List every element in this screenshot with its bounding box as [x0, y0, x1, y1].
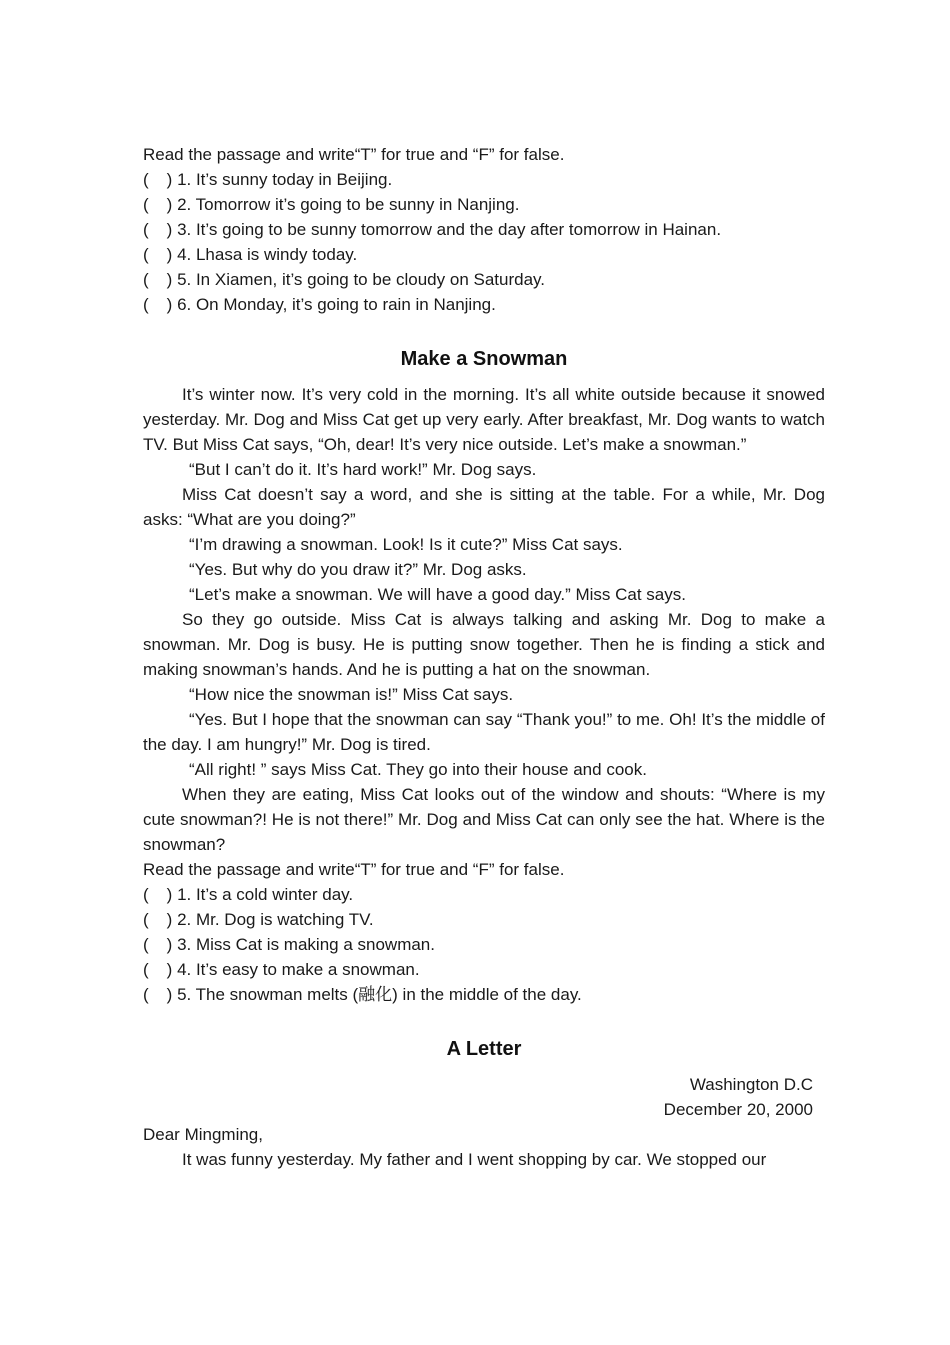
tf-list-2: [143, 882, 825, 1007]
tf-instruction: Read the passage and write“T” for true and “F” for false.: [143, 145, 565, 164]
tf-item: ( ) 6. On Monday, it’s going to rain in Nanjing.: [143, 295, 496, 314]
passage-paragraph: “But I can’t do it. It’s hard work!” Mr. Dog says.: [189, 460, 537, 479]
section-title-letter: A Letter: [446, 1038, 522, 1060]
tf-list-1: [143, 167, 825, 317]
passage-paragraph: When they are eating, Miss Cat looks out of the window and shouts: “Where is my cute snowman?! He is not there!” Mr. Dog and Miss Cat can only see the hat. Where is the snowman?: [143, 785, 825, 854]
passage-paragraph: “How nice the snowman is!” Miss Cat says.: [189, 685, 514, 704]
tf-item: ( ) 5. In Xiamen, it’s going to be cloudy on Saturday.: [143, 270, 545, 289]
tf-item: ( ) 2. Tomorrow it’s going to be sunny in Nanjing.: [143, 195, 520, 214]
snowman-passage: [143, 382, 825, 857]
tf-item: ( ) 3. Miss Cat is making a snowman.: [143, 935, 435, 954]
worksheet-content: [143, 142, 825, 1172]
passage-paragraph: “Let’s make a snowman. We will have a good day.” Miss Cat says.: [189, 585, 686, 604]
tf-item: ( ) 3. It’s going to be sunny tomorrow and the day after tomorrow in Hainan.: [143, 220, 722, 239]
passage-paragraph: So they go outside. Miss Cat is always talking and asking Mr. Dog to make a snowman. Mr. Dog is busy. He is putting snow together. Then he is finding a stick and making snowman’s hands. And he is putting a hat on the snowman.: [143, 610, 825, 679]
tf-item: ( ) 1. It’s a cold winter day.: [143, 885, 354, 904]
tf-item: ( ) 2. Mr. Dog is watching TV.: [143, 910, 374, 929]
passage-paragraph: It’s winter now. It’s very cold in the morning. It’s all white outside because it snowed yesterday. Mr. Dog and Miss Cat get up very early. After breakfast, Mr. Dog wants to watch TV. But Miss Cat says, “Oh, dear! It’s very nice outside. Let’s make a snowman.”: [143, 385, 825, 454]
passage-paragraph: “Yes. But I hope that the snowman can say “Thank you!” to me. Oh! It’s the middle of the day. I am hungry!” Mr. Dog is tired.: [143, 710, 825, 754]
passage-paragraph: “Yes. But why do you draw it?” Mr. Dog asks.: [189, 560, 527, 579]
tf-item: ( ) 1. It’s sunny today in Beijing.: [143, 170, 393, 189]
passage-paragraph: Miss Cat doesn’t say a word, and she is sitting at the table. For a while, Mr. Dog asks: “What are you doing?”: [143, 485, 825, 529]
passage-paragraph: “I’m drawing a snowman. Look! Is it cute?” Miss Cat says.: [189, 535, 623, 554]
tf-item: ( ) 5. The snowman melts (融化) in the middle of the day.: [143, 985, 582, 1004]
letter-place: Washington D.C: [689, 1075, 813, 1094]
tf-item: ( ) 4. It’s easy to make a snowman.: [143, 960, 420, 979]
letter-body: It was funny yesterday. My father and I went shopping by car. We stopped our: [182, 1150, 767, 1169]
letter-greeting: Dear Mingming,: [143, 1125, 263, 1144]
tf-item: ( ) 4. Lhasa is windy today.: [143, 245, 358, 264]
section-title-snowman: Make a Snowman: [400, 348, 568, 370]
letter-date: December 20, 2000: [663, 1100, 813, 1119]
passage-paragraph: “All right! ” says Miss Cat. They go into their house and cook.: [189, 760, 647, 779]
tf-instruction: Read the passage and write“T” for true and “F” for false.: [143, 860, 565, 879]
